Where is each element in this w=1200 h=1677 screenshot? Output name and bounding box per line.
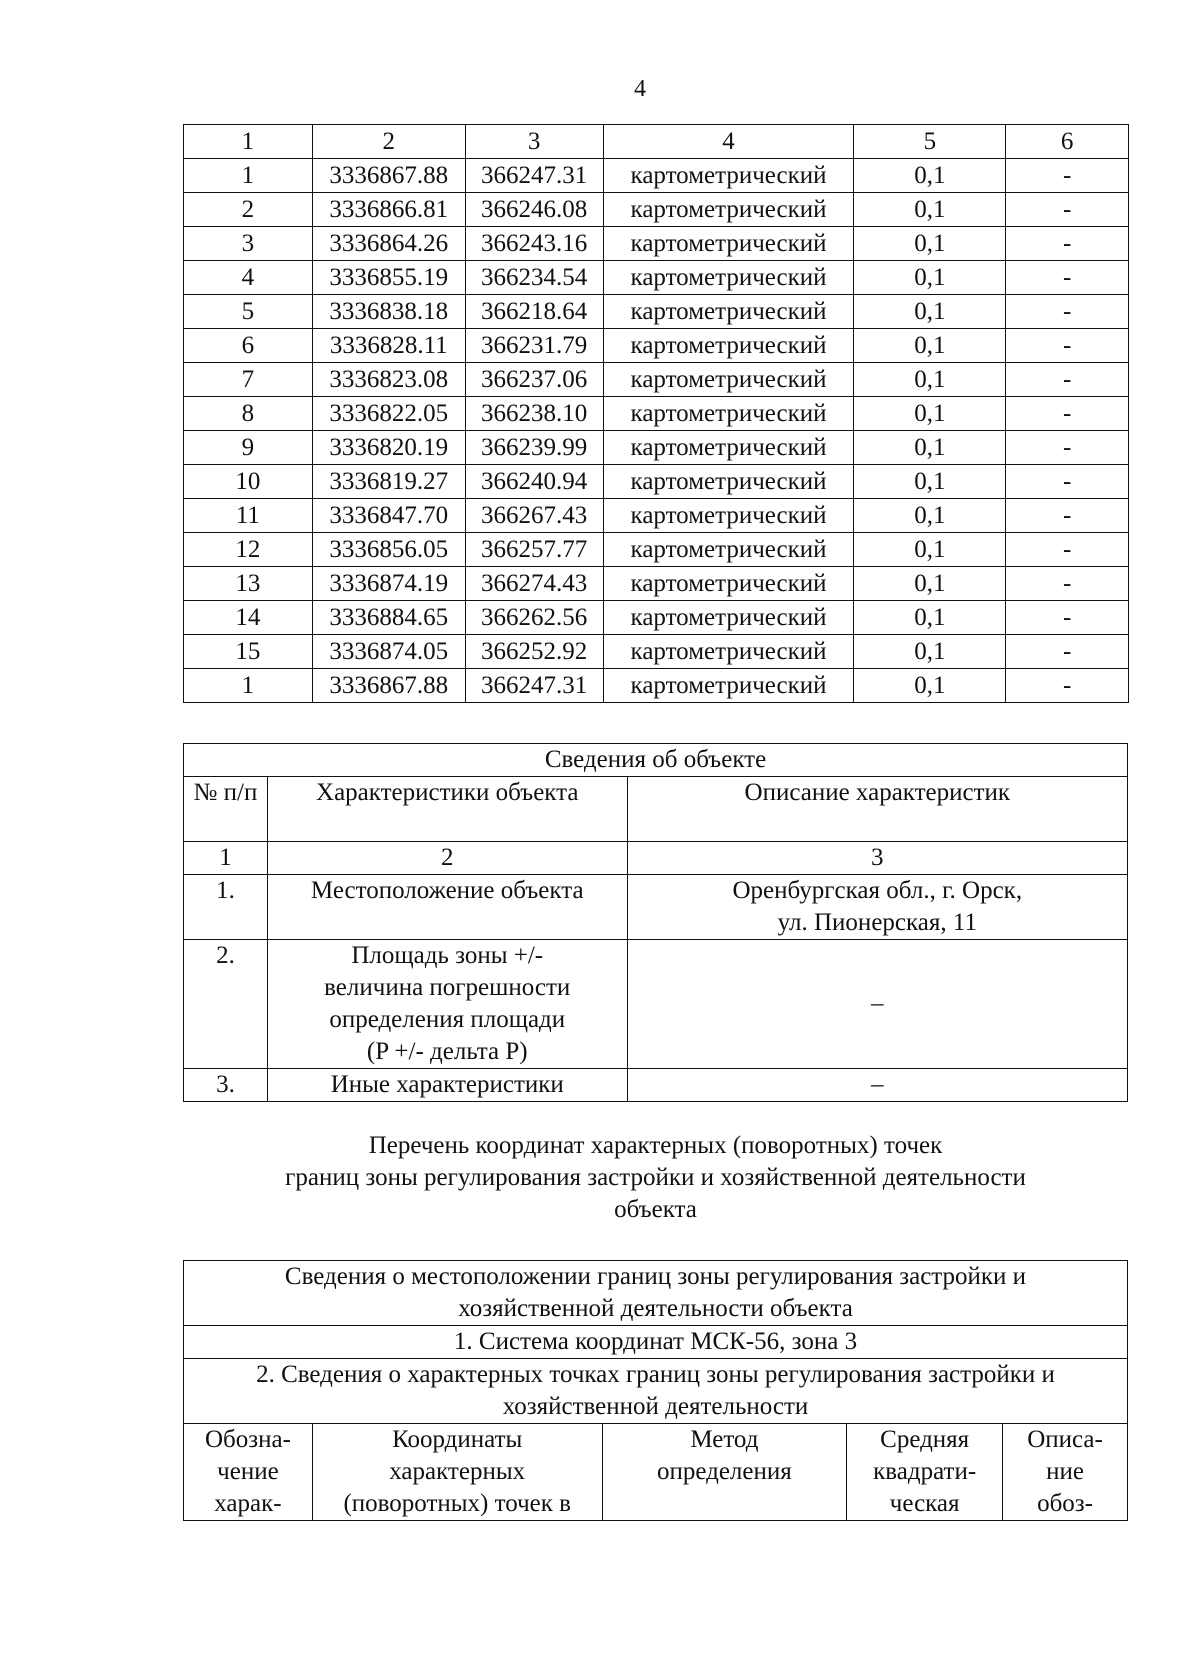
table-cell: 366262.56 bbox=[465, 601, 603, 635]
table-cell: 0,1 bbox=[854, 635, 1006, 669]
col-number-3: 3 bbox=[627, 842, 1127, 875]
table-cell: картометрический bbox=[603, 601, 854, 635]
table-cell: 8 bbox=[184, 397, 313, 431]
points-title-line: 2. Сведения о характерных точках границ зоны регулирования застройки и bbox=[256, 1361, 1055, 1388]
table-cell: картометрический bbox=[603, 295, 854, 329]
description-line: Оренбургская обл., г. Орск, bbox=[732, 877, 1023, 904]
table-cell: 366252.92 bbox=[465, 635, 603, 669]
row-characteristic: Местоположение объекта bbox=[267, 875, 627, 940]
table-row bbox=[184, 567, 1129, 601]
table-cell: 0,1 bbox=[854, 533, 1006, 567]
section-title bbox=[183, 1130, 1128, 1226]
col-header-number: № п/п bbox=[184, 777, 268, 842]
table-cell: 366239.99 bbox=[465, 431, 603, 465]
table-cell: - bbox=[1006, 669, 1129, 703]
table-cell: 3336820.19 bbox=[312, 431, 465, 465]
coordinates-table bbox=[183, 124, 1129, 703]
header-line: ние bbox=[1046, 1458, 1084, 1485]
header-line: квадрати- bbox=[873, 1458, 977, 1485]
table-cell: - bbox=[1006, 635, 1129, 669]
coordinate-system: 1. Система координат МСК-56, зона 3 bbox=[184, 1326, 1128, 1359]
header-line: Метод bbox=[690, 1426, 759, 1453]
col-method-header bbox=[602, 1424, 847, 1521]
table-cell: - bbox=[1006, 601, 1129, 635]
table-row bbox=[184, 261, 1129, 295]
coords-header-cell: 4 bbox=[603, 125, 854, 159]
table-row bbox=[184, 635, 1129, 669]
table-cell: 0,1 bbox=[854, 601, 1006, 635]
table-cell: картометрический bbox=[603, 193, 854, 227]
table-cell: 366238.10 bbox=[465, 397, 603, 431]
table-cell: - bbox=[1006, 159, 1129, 193]
table-cell: 0,1 bbox=[854, 227, 1006, 261]
header-line: чение bbox=[217, 1458, 279, 1485]
object-row bbox=[184, 1069, 1128, 1102]
zone-title-line: Сведения о местоположении границ зоны регулирования застройки и bbox=[284, 1263, 1027, 1290]
characteristic-line: величина погрешности bbox=[324, 974, 571, 1001]
table-cell: 7 bbox=[184, 363, 313, 397]
table-row bbox=[184, 669, 1129, 703]
header-line: Средняя bbox=[880, 1426, 970, 1453]
table-cell: 366257.77 bbox=[465, 533, 603, 567]
row-number: 2. bbox=[184, 940, 268, 1069]
col-number-2: 2 bbox=[267, 842, 627, 875]
table-cell: картометрический bbox=[603, 227, 854, 261]
row-characteristic bbox=[267, 940, 627, 1069]
table-row bbox=[184, 397, 1129, 431]
table-cell: 11 bbox=[184, 499, 313, 533]
table-cell: 366247.31 bbox=[465, 159, 603, 193]
table-cell: картометрический bbox=[603, 363, 854, 397]
table-row bbox=[184, 601, 1129, 635]
table-cell: - bbox=[1006, 465, 1129, 499]
table-cell: 0,1 bbox=[854, 295, 1006, 329]
header-line: Координаты bbox=[392, 1426, 523, 1453]
table-cell: 12 bbox=[184, 533, 313, 567]
table-cell: 366231.79 bbox=[465, 329, 603, 363]
table-cell: - bbox=[1006, 261, 1129, 295]
table-cell: 366218.64 bbox=[465, 295, 603, 329]
section-title-line: границ зоны регулирования застройки и хозяйственной деятельности bbox=[285, 1164, 1026, 1191]
table-cell: - bbox=[1006, 295, 1129, 329]
header-line: (поворотных) точек в bbox=[343, 1490, 571, 1517]
table-cell: картометрический bbox=[603, 397, 854, 431]
page-number: 4 bbox=[634, 76, 646, 102]
table-cell: 5 bbox=[184, 295, 313, 329]
table-cell: 366247.31 bbox=[465, 669, 603, 703]
table-cell: 366246.08 bbox=[465, 193, 603, 227]
table-row bbox=[184, 329, 1129, 363]
col-error-header bbox=[847, 1424, 1003, 1521]
table-cell: картометрический bbox=[603, 159, 854, 193]
zone-table-title bbox=[184, 1261, 1128, 1326]
table-cell: картометрический bbox=[603, 669, 854, 703]
table-cell: 0,1 bbox=[854, 261, 1006, 295]
table-row bbox=[184, 533, 1129, 567]
table-cell: 0,1 bbox=[854, 465, 1006, 499]
table-cell: 3336819.27 bbox=[312, 465, 465, 499]
table-cell: 2 bbox=[184, 193, 313, 227]
table-cell: картометрический bbox=[603, 261, 854, 295]
table-cell: картометрический bbox=[603, 465, 854, 499]
table-cell: 366240.94 bbox=[465, 465, 603, 499]
table-cell: 3 bbox=[184, 227, 313, 261]
table-cell: 3336823.08 bbox=[312, 363, 465, 397]
table-row bbox=[184, 363, 1129, 397]
table-cell: картометрический bbox=[603, 635, 854, 669]
object-row bbox=[184, 875, 1128, 940]
table-row bbox=[184, 227, 1129, 261]
table-cell: 3336838.18 bbox=[312, 295, 465, 329]
table-cell: 3336884.65 bbox=[312, 601, 465, 635]
table-row bbox=[184, 193, 1129, 227]
table-cell: 1 bbox=[184, 669, 313, 703]
row-description: – bbox=[627, 940, 1127, 1069]
row-characteristic: Иные характеристики bbox=[267, 1069, 627, 1102]
table-cell: 15 bbox=[184, 635, 313, 669]
table-cell: - bbox=[1006, 363, 1129, 397]
table-cell: 366243.16 bbox=[465, 227, 603, 261]
table-cell: картометрический bbox=[603, 329, 854, 363]
table-cell: 3336855.19 bbox=[312, 261, 465, 295]
table-cell: картометрический bbox=[603, 533, 854, 567]
table-cell: 3336867.88 bbox=[312, 669, 465, 703]
row-description: – bbox=[627, 1069, 1127, 1102]
table-cell: 3336874.05 bbox=[312, 635, 465, 669]
description-line: ул. Пионерская, 11 bbox=[777, 909, 977, 936]
header-line: определения bbox=[656, 1458, 792, 1485]
coords-header-cell: 2 bbox=[312, 125, 465, 159]
object-row bbox=[184, 940, 1128, 1069]
zone-title-line: хозяйственной деятельности объекта bbox=[458, 1295, 853, 1322]
table-cell: 0,1 bbox=[854, 499, 1006, 533]
table-cell: 0,1 bbox=[854, 159, 1006, 193]
table-row bbox=[184, 295, 1129, 329]
table-cell: - bbox=[1006, 227, 1129, 261]
table-cell: 4 bbox=[184, 261, 313, 295]
table-row bbox=[184, 431, 1129, 465]
table-cell: 3336867.88 bbox=[312, 159, 465, 193]
table-cell: 0,1 bbox=[854, 567, 1006, 601]
col-number-1: 1 bbox=[184, 842, 268, 875]
coords-header-row bbox=[184, 125, 1129, 159]
table-row bbox=[184, 465, 1129, 499]
table-cell: 1 bbox=[184, 159, 313, 193]
table-cell: 366234.54 bbox=[465, 261, 603, 295]
table-cell: 14 bbox=[184, 601, 313, 635]
row-number: 3. bbox=[184, 1069, 268, 1102]
points-title-line: хозяйственной деятельности bbox=[502, 1393, 809, 1420]
table-cell: 3336874.19 bbox=[312, 567, 465, 601]
table-cell: 3336856.05 bbox=[312, 533, 465, 567]
table-cell: 0,1 bbox=[854, 193, 1006, 227]
row-number: 1. bbox=[184, 875, 268, 940]
header-line: Обозна- bbox=[204, 1426, 291, 1453]
table-cell: 0,1 bbox=[854, 431, 1006, 465]
table-cell: - bbox=[1006, 193, 1129, 227]
table-cell: 3336864.26 bbox=[312, 227, 465, 261]
table-cell: 0,1 bbox=[854, 363, 1006, 397]
coords-header-cell: 6 bbox=[1006, 125, 1129, 159]
table-cell: 0,1 bbox=[854, 329, 1006, 363]
table-cell: - bbox=[1006, 499, 1129, 533]
header-line: обоз- bbox=[1037, 1490, 1093, 1517]
coords-header-cell: 5 bbox=[854, 125, 1006, 159]
table-row bbox=[184, 499, 1129, 533]
header-line: характерных bbox=[389, 1458, 526, 1485]
row-description bbox=[627, 875, 1127, 940]
table-cell: 366267.43 bbox=[465, 499, 603, 533]
col-coordinates-header bbox=[312, 1424, 602, 1521]
header-line: ческая bbox=[889, 1490, 960, 1517]
characteristic-line: (P +/- дельта P) bbox=[366, 1038, 528, 1065]
table-cell: - bbox=[1006, 329, 1129, 363]
characteristic-line: Площадь зоны +/- bbox=[351, 942, 544, 969]
table-cell: 366237.06 bbox=[465, 363, 603, 397]
points-title bbox=[184, 1359, 1128, 1424]
table-cell: 13 bbox=[184, 567, 313, 601]
coords-header-cell: 1 bbox=[184, 125, 313, 159]
table-cell: 6 bbox=[184, 329, 313, 363]
col-designation-header bbox=[184, 1424, 313, 1521]
col-description-header bbox=[1003, 1424, 1128, 1521]
table-cell: 3336822.05 bbox=[312, 397, 465, 431]
table-cell: картометрический bbox=[603, 567, 854, 601]
table-cell: - bbox=[1006, 397, 1129, 431]
zone-boundaries-table bbox=[183, 1260, 1128, 1521]
section-title-line: Перечень координат характерных (поворотных) точек bbox=[368, 1132, 943, 1159]
object-table-title: Сведения об объекте bbox=[184, 744, 1128, 777]
col-header-characteristics: Характеристики объекта bbox=[267, 777, 627, 842]
header-line: Описа- bbox=[1027, 1426, 1103, 1453]
table-cell: 3336866.81 bbox=[312, 193, 465, 227]
table-cell: картометрический bbox=[603, 499, 854, 533]
table-cell: 366274.43 bbox=[465, 567, 603, 601]
table-cell: 0,1 bbox=[854, 397, 1006, 431]
object-info-table bbox=[183, 743, 1128, 1102]
characteristic-line: определения площади bbox=[329, 1006, 566, 1033]
table-cell: 10 bbox=[184, 465, 313, 499]
table-row bbox=[184, 159, 1129, 193]
table-cell: 0,1 bbox=[854, 669, 1006, 703]
table-cell: картометрический bbox=[603, 431, 854, 465]
section-title-line: объекта bbox=[614, 1196, 697, 1223]
table-cell: 3336828.11 bbox=[312, 329, 465, 363]
table-cell: 3336847.70 bbox=[312, 499, 465, 533]
col-header-description: Описание характеристик bbox=[627, 777, 1127, 842]
table-cell: - bbox=[1006, 431, 1129, 465]
table-cell: - bbox=[1006, 533, 1129, 567]
table-cell: - bbox=[1006, 567, 1129, 601]
coords-header-cell: 3 bbox=[465, 125, 603, 159]
header-line: харак- bbox=[214, 1490, 282, 1517]
table-cell: 9 bbox=[184, 431, 313, 465]
